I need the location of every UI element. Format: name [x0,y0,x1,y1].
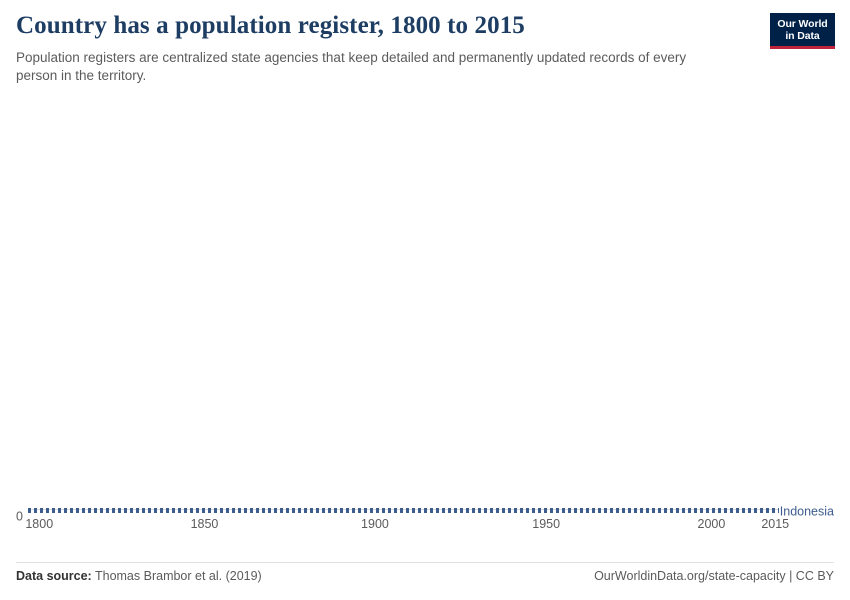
x-axis-ticks [25,517,790,534]
chart-header [16,12,834,85]
logo-line-1: Our World [777,18,828,30]
chart-subtitle: Population registers are centralized state agencies that keep detailed and permanently updated records of every person in the territory. [16,49,687,83]
data-source-value: Thomas Brambor et al. (2019) [94,569,262,583]
series-line-indonesia [28,508,779,513]
x-tick-1800: 1800 [25,517,54,531]
page-title: Country has a population register, 1800 to 2015 [16,12,525,39]
chart-footer [16,562,834,586]
data-source [16,569,262,583]
owid-logo[interactable] [770,13,835,49]
footer-credit[interactable]: OurWorldinData.org/state-capacity | CC BY [594,569,834,583]
x-tick-2015: 2015 [761,517,790,531]
logo-line-2: in Data [785,30,820,42]
series-label-indonesia: Indonesia [779,504,834,519]
y-axis-tick-0: 0 [16,508,23,523]
data-source-label: Data source: [16,569,92,583]
x-tick-1850: 1850 [190,517,219,531]
plot-area [16,105,834,540]
x-tick-1900: 1900 [361,517,389,531]
x-tick-2000: 2000 [697,517,726,531]
x-tick-1950: 1950 [532,517,561,531]
